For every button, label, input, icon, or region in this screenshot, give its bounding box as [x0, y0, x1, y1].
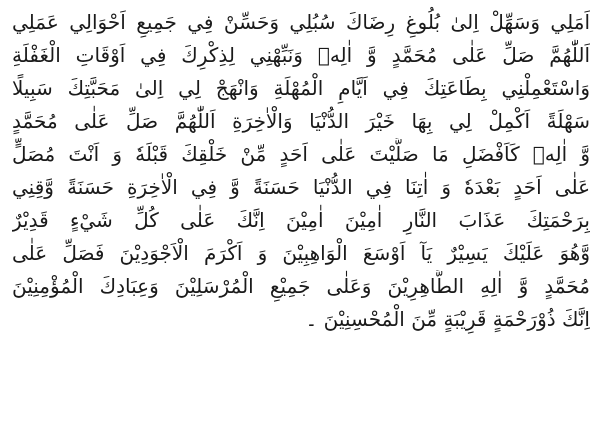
arabic-prayer-text: [12, 6, 590, 336]
text-line: [12, 138, 590, 171]
text-line: [12, 171, 590, 204]
line-text: وَاسْتَعْمِلْنِي بِطَاعَتِكَ فِي اَيَّامِ الْمُهْلَةِ وَانْهَجْ لِي اِلىٰ مَحَبَّتِكَ سَبِيلًا: [12, 76, 590, 100]
line-text: اِنَّكَ ذُوْرَحْمَةٍ قَرِيْبَةٍ مِّنَ الْمُحْسِنِيْنَ ۔: [305, 307, 590, 331]
text-line: [12, 204, 590, 237]
line-text: مُحَمَّدٍ وَّ اٰلِهِ الطَّاهِرِيْنَ وَعَلٰى جَمِيْعِ الْمُرْسَلِيْنَ وَعِبَادِكَ الْمُؤْمِنِيْنَ: [12, 274, 590, 298]
text-line: [12, 6, 590, 39]
line-text: سَهْلَةً اَكْمِلْ لِي بِهَا خَيْرَ الدُّنْيَا وَالْاٰخِرَةِ اَللّٰهُمَّ صَلِّ عَلٰى مُحَمَّدٍ: [12, 109, 590, 133]
line-text: عَلٰى اَحَدٍ بَعْدَهٗ وَ اٰتِنَا فِي الدُّنْيَا حَسَنَةً وَّ فِي الْاٰخِرَةِ حَسَنَةً وَّقِنِي: [12, 175, 590, 199]
text-line: [12, 303, 590, 336]
line-text: اَمَلِي وَسَهِّلْ اِلىٰ بُلُوغِ رِضَاكَ سُبُلِي وَحَسِّنْ فِي جَمِيعِ اَحْوَالِي عَمَلِي: [12, 10, 590, 34]
text-line: [12, 270, 590, 303]
text-line: [12, 39, 590, 72]
line-text: وَّ اٰلِهٖ كَاَفْضَلِ مَا صَلَّيْتَ عَلٰى اَحَدٍ مِّنْ خَلْقِكَ قَبْلَهٗ وَ اَنْتَ مُصَلٍّ: [12, 142, 590, 166]
text-line: [12, 237, 590, 270]
line-text: وَّهُوَ عَلَيْكَ يَسِيْرٌ يَآ اَوْسَعَ الْوَاهِبِيْنَ وَ اَكْرَمَ الْاَجْوَدِيْنَ فَصَلِّ عَلٰى: [12, 241, 590, 265]
line-text: اَللّٰهُمَّ صَلِّ عَلٰى مُحَمَّدٍ وَّ اٰلِهٖ وَنَبِّهْنِي لِذِكْرِكَ فِي اَوْقَاتِ الْغَفْلَةِ: [12, 43, 590, 67]
text-line: [12, 72, 590, 105]
line-text: بِرَحْمَتِكَ عَذَابَ النَّارِ اٰمِيْنَ اٰمِيْنَ اِنَّكَ عَلٰى كُلِّ شَيْءٍ قَدِيْرٌ: [12, 208, 590, 232]
text-line: [12, 105, 590, 138]
